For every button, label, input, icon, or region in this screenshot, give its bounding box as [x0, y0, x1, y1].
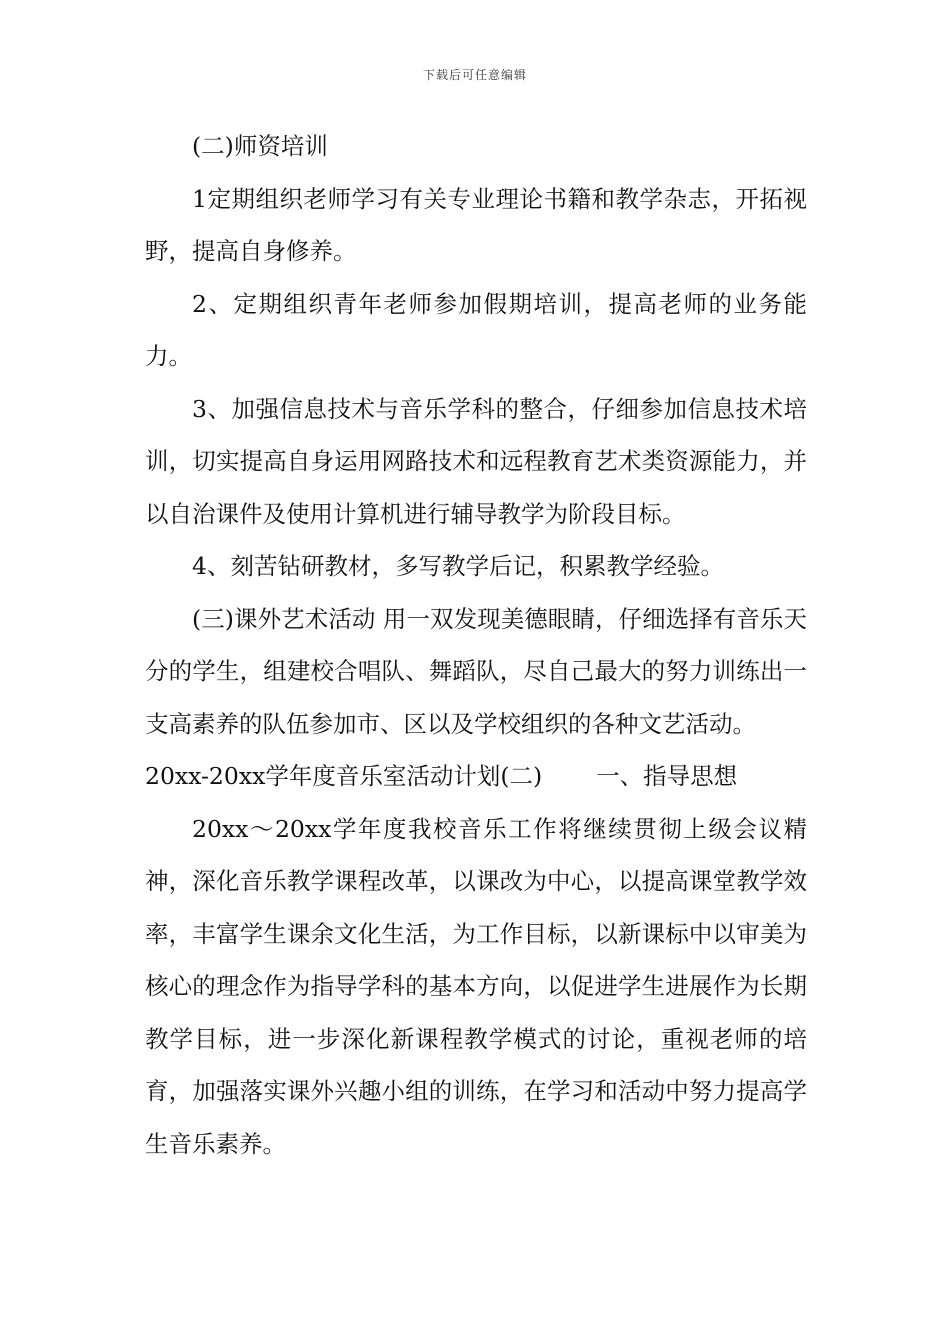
paragraph-item-4: 4、刻苦钻研教材，多写教学后记，积累教学经验。 — [192, 552, 724, 580]
section-heading-teacher-training: (二)师资培训 — [192, 132, 328, 160]
header-note: 下载后可任意编辑 — [422, 68, 527, 82]
paragraph-extracurricular: (三)课外艺术活动 用一双发现美德眼睛，仔细选择有音乐天分的学生，组建校合唱队、舞蹈队，尽自己最大的努力训练出一支高素养的队伍参加市、区以及学校组织的各种文艺活动。 — [145, 604, 807, 738]
plan-heading — [145, 750, 807, 803]
plan-title: 20xx-20xx学年度音乐室活动计划(二) — [145, 762, 543, 790]
document-body — [145, 120, 807, 1170]
paragraph-item-2: 2、定期组织青年老师参加假期培训，提高老师的业务能力。 — [145, 289, 807, 370]
plan-section-title: 一、指导思想 — [596, 762, 738, 790]
paragraph-item-1: 1定期组织老师学习有关专业理论书籍和教学杂志，开拓视野，提高自身修养。 — [145, 184, 807, 265]
paragraph-item-3: 3、加强信息技术与音乐学科的整合，仔细参加信息技术培训，切实提高自身运用网路技术和远程教育艺术类资源能力，并以自治课件及使用计算机进行辅导教学为阶段目标。 — [145, 394, 807, 528]
paragraph-guiding-thought: 20xx～20xx学年度我校音乐工作将继续贯彻上级会议精神，深化音乐教学课程改革，以课改为中心，以提高课堂教学效率，丰富学生课余文化生活，为工作目标，以新课标中以审美为核心的理念作为指导学科的基本方向，以促进学生进展作为长期教学目标，进一步深化新课程教学模式的讨论，重视老师的培育，加强落实课外兴趣小组的训练，在学习和活动中努力提高学生音乐素养。 — [145, 814, 807, 1158]
